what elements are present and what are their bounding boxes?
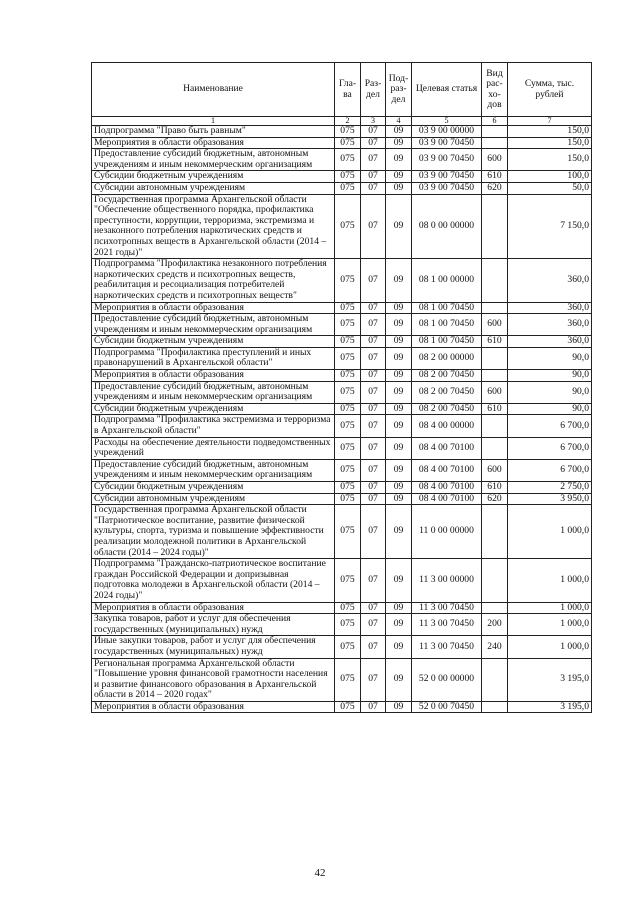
- row-vid: 600: [482, 314, 508, 336]
- row-sum: 360,0: [508, 259, 592, 302]
- table-row: [92, 259, 592, 302]
- row-name: Государственная программа Архангельской области "Патриотическое воспитание, развитие физической культуры, спорта, туризма и повышение эффективности реализации молодежной политики в Архангельской области (2014 – 2024 годы)": [92, 505, 335, 559]
- row-podrazdel: 09: [386, 381, 412, 403]
- table-row: [92, 370, 592, 382]
- row-vid: 600: [482, 459, 508, 481]
- row-target: 08 2 00 00000: [412, 347, 482, 369]
- row-name: Расходы на обеспечение деятельности подведомственных учреждений: [92, 437, 335, 459]
- row-vid: [482, 137, 508, 149]
- row-target: 11 3 00 70450: [412, 614, 482, 636]
- table-row: [92, 701, 592, 713]
- row-sum: 360,0: [508, 302, 592, 314]
- row-vid: 240: [482, 636, 508, 658]
- row-name: Иные закупки товаров, работ и услуг для обеспечения государственных (муниципальных) нужд: [92, 636, 335, 658]
- table-row: [92, 482, 592, 494]
- row-vid: [482, 415, 508, 437]
- row-glava: 075: [335, 259, 361, 302]
- row-glava: 075: [335, 482, 361, 494]
- row-razdel: 07: [361, 658, 386, 701]
- row-glava: 075: [335, 658, 361, 701]
- row-sum: 360,0: [508, 336, 592, 348]
- table-row: [92, 347, 592, 369]
- row-podrazdel: 09: [386, 171, 412, 183]
- table-row: [92, 614, 592, 636]
- row-name: Предоставление субсидий бюджетным, автономным учреждениям и иным некоммерческим организациям: [92, 459, 335, 481]
- row-vid: [482, 602, 508, 614]
- row-name: Предоставление субсидий бюджетным, автономным учреждениям и иным некоммерческим организациям: [92, 149, 335, 171]
- table-row: [92, 149, 592, 171]
- row-name: Субсидии бюджетным учреждениям: [92, 171, 335, 183]
- row-razdel: 07: [361, 614, 386, 636]
- row-target: 03 9 00 70450: [412, 171, 482, 183]
- row-name: Региональная программа Архангельской области "Повышение уровня финансовой грамотности населения и развитие финансового образования в Архангельской области в 2014 – 2020 годах": [92, 658, 335, 701]
- row-sum: 1 000,0: [508, 559, 592, 602]
- row-name: Субсидии автономным учреждениям: [92, 182, 335, 194]
- row-glava: 075: [335, 415, 361, 437]
- row-glava: 075: [335, 126, 361, 138]
- row-vid: 600: [482, 381, 508, 403]
- row-name: Подпрограмма "Профилактика преступлений и иных правонарушений в Архангельской области": [92, 347, 335, 369]
- row-vid: [482, 347, 508, 369]
- row-name: Мероприятия в области образования: [92, 701, 335, 713]
- row-glava: 075: [335, 437, 361, 459]
- row-sum: 1 000,0: [508, 636, 592, 658]
- row-sum: 2 750,0: [508, 482, 592, 494]
- row-sum: 6 700,0: [508, 415, 592, 437]
- row-razdel: 07: [361, 182, 386, 194]
- row-razdel: 07: [361, 137, 386, 149]
- row-podrazdel: 09: [386, 149, 412, 171]
- row-sum: 150,0: [508, 149, 592, 171]
- row-glava: 075: [335, 459, 361, 481]
- row-target: 08 4 00 70100: [412, 459, 482, 481]
- row-name: Подпрограмма "Право быть равным": [92, 126, 335, 138]
- row-sum: 1 000,0: [508, 614, 592, 636]
- table-row: [92, 459, 592, 481]
- row-razdel: 07: [361, 415, 386, 437]
- row-name: Мероприятия в области образования: [92, 370, 335, 382]
- row-target: 08 2 00 70450: [412, 403, 482, 415]
- row-target: 08 4 00 70100: [412, 437, 482, 459]
- row-vid: 620: [482, 493, 508, 505]
- row-name: Мероприятия в области образования: [92, 137, 335, 149]
- row-razdel: 07: [361, 459, 386, 481]
- row-vid: [482, 302, 508, 314]
- row-podrazdel: 09: [386, 505, 412, 559]
- row-razdel: 07: [361, 636, 386, 658]
- row-glava: 075: [335, 636, 361, 658]
- table-row: [92, 403, 592, 415]
- row-target: 03 9 00 70450: [412, 182, 482, 194]
- table-row: [92, 658, 592, 701]
- row-podrazdel: 09: [386, 314, 412, 336]
- row-podrazdel: 09: [386, 126, 412, 138]
- row-name: Мероприятия в области образования: [92, 302, 335, 314]
- row-podrazdel: 09: [386, 614, 412, 636]
- table-row: [92, 636, 592, 658]
- row-razdel: 07: [361, 559, 386, 602]
- table-row: [92, 381, 592, 403]
- row-name: Субсидии бюджетным учреждениям: [92, 336, 335, 348]
- row-vid: 610: [482, 171, 508, 183]
- row-sum: 90,0: [508, 403, 592, 415]
- row-target: 08 1 00 70450: [412, 314, 482, 336]
- row-podrazdel: 09: [386, 482, 412, 494]
- row-sum: 3 950,0: [508, 493, 592, 505]
- row-glava: 075: [335, 182, 361, 194]
- row-glava: 075: [335, 149, 361, 171]
- row-target: 08 0 00 00000: [412, 194, 482, 259]
- row-name: Субсидии автономным учреждениям: [92, 493, 335, 505]
- table-row: [92, 126, 592, 138]
- row-glava: 075: [335, 505, 361, 559]
- row-target: 08 4 00 00000: [412, 415, 482, 437]
- table-row: [92, 493, 592, 505]
- row-target: 08 2 00 70450: [412, 370, 482, 382]
- row-razdel: 07: [361, 171, 386, 183]
- row-razdel: 07: [361, 126, 386, 138]
- row-target: 11 3 00 00000: [412, 559, 482, 602]
- table-row: [92, 314, 592, 336]
- row-podrazdel: 09: [386, 701, 412, 713]
- row-razdel: 07: [361, 493, 386, 505]
- row-podrazdel: 09: [386, 602, 412, 614]
- row-glava: 075: [335, 302, 361, 314]
- row-target: 03 9 00 70450: [412, 137, 482, 149]
- row-vid: 600: [482, 149, 508, 171]
- row-target: 08 4 00 70100: [412, 482, 482, 494]
- row-vid: 200: [482, 614, 508, 636]
- header-sum: Сумма, тыс. рублей: [508, 63, 592, 117]
- header-glava: Гла-ва: [335, 63, 361, 117]
- header-name: Наименование: [92, 63, 335, 117]
- row-glava: 075: [335, 194, 361, 259]
- row-podrazdel: 09: [386, 370, 412, 382]
- row-glava: 075: [335, 559, 361, 602]
- row-vid: [482, 194, 508, 259]
- col-number: 7: [508, 117, 592, 126]
- row-name: Подпрограмма "Профилактика экстремизма и терроризма в Архангельской области": [92, 415, 335, 437]
- row-name: Предоставление субсидий бюджетным, автономным учреждениям и иным некоммерческим организациям: [92, 314, 335, 336]
- row-podrazdel: 09: [386, 336, 412, 348]
- row-target: 08 1 00 70450: [412, 302, 482, 314]
- budget-table: [91, 62, 592, 713]
- row-vid: [482, 126, 508, 138]
- row-vid: [482, 437, 508, 459]
- row-vid: 620: [482, 182, 508, 194]
- row-sum: 150,0: [508, 126, 592, 138]
- row-razdel: 07: [361, 403, 386, 415]
- row-podrazdel: 09: [386, 658, 412, 701]
- row-podrazdel: 09: [386, 347, 412, 369]
- row-sum: 50,0: [508, 182, 592, 194]
- row-glava: 075: [335, 701, 361, 713]
- col-number: 2: [335, 117, 361, 126]
- row-glava: 075: [335, 403, 361, 415]
- row-razdel: 07: [361, 149, 386, 171]
- row-sum: 6 700,0: [508, 437, 592, 459]
- col-number: 6: [482, 117, 508, 126]
- table-row: [92, 602, 592, 614]
- row-razdel: 07: [361, 347, 386, 369]
- row-glava: 075: [335, 602, 361, 614]
- header-razdel: Раз-дел: [361, 63, 386, 117]
- row-razdel: 07: [361, 437, 386, 459]
- row-vid: [482, 658, 508, 701]
- row-podrazdel: 09: [386, 415, 412, 437]
- row-glava: 075: [335, 171, 361, 183]
- row-podrazdel: 09: [386, 182, 412, 194]
- row-podrazdel: 09: [386, 194, 412, 259]
- row-sum: 150,0: [508, 137, 592, 149]
- row-name: Субсидии бюджетным учреждениям: [92, 403, 335, 415]
- row-sum: 100,0: [508, 171, 592, 183]
- row-sum: 360,0: [508, 314, 592, 336]
- row-podrazdel: 09: [386, 259, 412, 302]
- row-vid: [482, 259, 508, 302]
- row-sum: 6 700,0: [508, 459, 592, 481]
- table-row: [92, 182, 592, 194]
- row-name: Подпрограмма "Гражданско-патриотическое воспитание граждан Российской Федерации и допризывная подготовка молодежи в Архангельской области (2014 – 2024 годы)": [92, 559, 335, 602]
- row-name: Подпрограмма "Профилактика незаконного потребления наркотических средств и психотропных веществ, реабилитация и ресоциализация потребителей наркотических средств и психотропных веществ": [92, 259, 335, 302]
- table-row: [92, 336, 592, 348]
- row-razdel: 07: [361, 482, 386, 494]
- page-number: 42: [314, 867, 326, 879]
- row-razdel: 07: [361, 302, 386, 314]
- row-name: Предоставление субсидий бюджетным, автономным учреждениям и иным некоммерческим организациям: [92, 381, 335, 403]
- col-number: 4: [386, 117, 412, 126]
- row-target: 52 0 00 70450: [412, 701, 482, 713]
- row-glava: 075: [335, 137, 361, 149]
- row-target: 08 4 00 70100: [412, 493, 482, 505]
- row-podrazdel: 09: [386, 302, 412, 314]
- row-razdel: 07: [361, 336, 386, 348]
- row-sum: 90,0: [508, 381, 592, 403]
- row-name: Закупка товаров, работ и услуг для обеспечения государственных (муниципальных) нужд: [92, 614, 335, 636]
- row-podrazdel: 09: [386, 636, 412, 658]
- table-row: [92, 437, 592, 459]
- table-row: [92, 194, 592, 259]
- row-target: 08 2 00 70450: [412, 381, 482, 403]
- row-glava: 075: [335, 336, 361, 348]
- row-razdel: 07: [361, 381, 386, 403]
- row-sum: 1 000,0: [508, 602, 592, 614]
- table-row: [92, 302, 592, 314]
- table-row: [92, 171, 592, 183]
- row-podrazdel: 09: [386, 559, 412, 602]
- row-name: Мероприятия в области образования: [92, 602, 335, 614]
- row-target: 11 3 00 70450: [412, 636, 482, 658]
- row-glava: 075: [335, 614, 361, 636]
- row-vid: 610: [482, 482, 508, 494]
- row-target: 11 0 00 00000: [412, 505, 482, 559]
- row-sum: 3 195,0: [508, 658, 592, 701]
- row-razdel: 07: [361, 259, 386, 302]
- row-razdel: 07: [361, 314, 386, 336]
- table-body: [92, 126, 592, 713]
- row-target: 11 3 00 70450: [412, 602, 482, 614]
- row-podrazdel: 09: [386, 437, 412, 459]
- table-row: [92, 415, 592, 437]
- table-row: [92, 505, 592, 559]
- row-razdel: 07: [361, 602, 386, 614]
- row-sum: 7 150,0: [508, 194, 592, 259]
- table-row: [92, 559, 592, 602]
- row-name: Субсидии бюджетным учреждениям: [92, 482, 335, 494]
- row-target: 08 1 00 00000: [412, 259, 482, 302]
- row-sum: 1 000,0: [508, 505, 592, 559]
- row-vid: [482, 559, 508, 602]
- row-vid: 610: [482, 336, 508, 348]
- row-sum: 3 195,0: [508, 701, 592, 713]
- header-row: [92, 63, 592, 117]
- row-razdel: 07: [361, 701, 386, 713]
- row-razdel: 07: [361, 194, 386, 259]
- row-podrazdel: 09: [386, 403, 412, 415]
- row-glava: 075: [335, 381, 361, 403]
- col-number: 5: [412, 117, 482, 126]
- col-number: 1: [92, 117, 335, 126]
- row-glava: 075: [335, 314, 361, 336]
- row-target: 52 0 00 00000: [412, 658, 482, 701]
- row-glava: 075: [335, 493, 361, 505]
- row-glava: 075: [335, 347, 361, 369]
- col-number: 3: [361, 117, 386, 126]
- row-podrazdel: 09: [386, 493, 412, 505]
- table-row: [92, 137, 592, 149]
- header-podrazdel: Под-раз-дел: [386, 63, 412, 117]
- row-vid: [482, 701, 508, 713]
- row-razdel: 07: [361, 370, 386, 382]
- row-glava: 075: [335, 370, 361, 382]
- row-vid: 610: [482, 403, 508, 415]
- header-vid: Вид рас-хо-дов: [482, 63, 508, 117]
- row-sum: 90,0: [508, 370, 592, 382]
- row-podrazdel: 09: [386, 137, 412, 149]
- row-target: 08 1 00 70450: [412, 336, 482, 348]
- row-name: Государственная программа Архангельской области "Обеспечение общественного порядка, профилактика преступности, коррупции, терроризма, экстремизма и незаконного потребления наркотических средств и психотропных веществ в Архангельской области (2014 – 2021 годы)": [92, 194, 335, 259]
- row-vid: [482, 505, 508, 559]
- row-target: 03 9 00 70450: [412, 149, 482, 171]
- row-sum: 90,0: [508, 347, 592, 369]
- row-vid: [482, 370, 508, 382]
- row-target: 03 9 00 00000: [412, 126, 482, 138]
- row-razdel: 07: [361, 505, 386, 559]
- row-podrazdel: 09: [386, 459, 412, 481]
- header-target: Целевая статья: [412, 63, 482, 117]
